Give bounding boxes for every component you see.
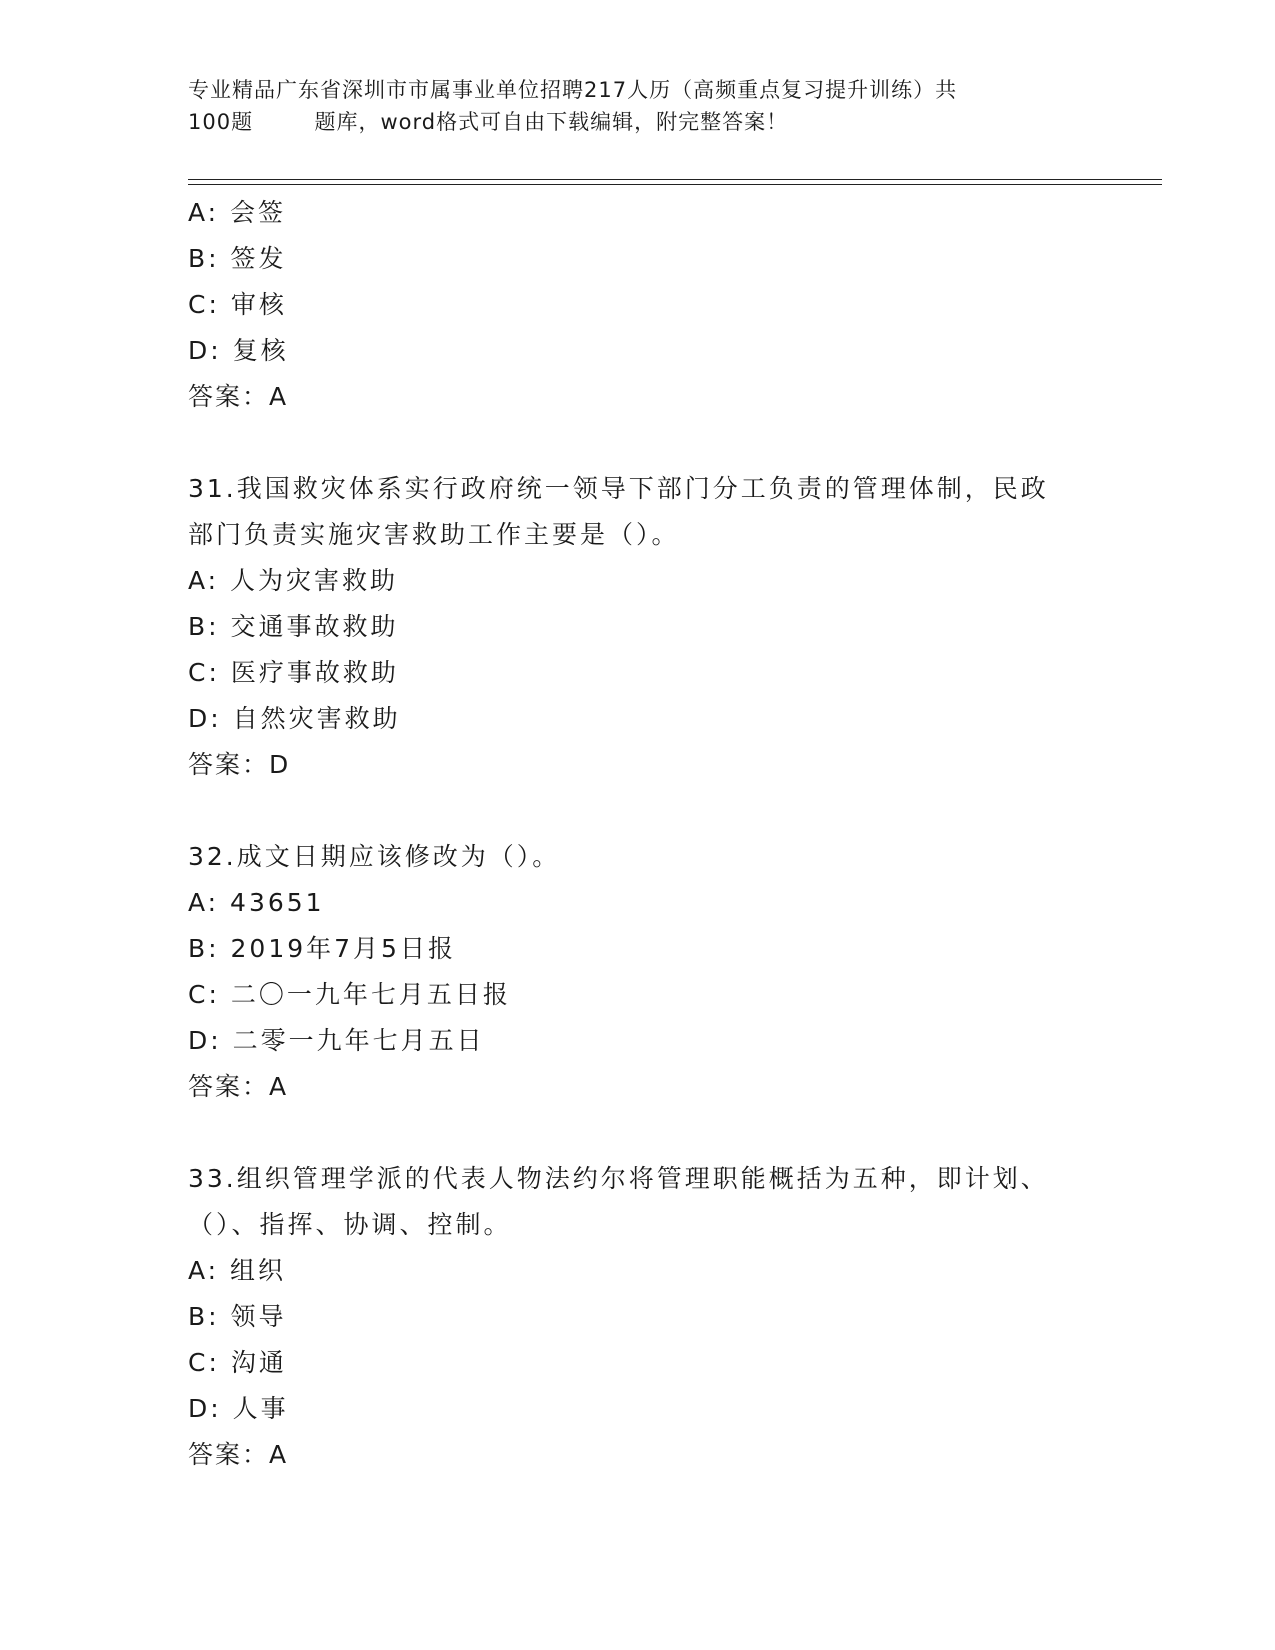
q33-text-line-2: （）、指挥、协调、控制。 [188, 1210, 512, 1239]
q32-option-c: C: 二〇一九年七月五日报 [188, 980, 511, 1009]
q32-option-a: A: 43651 [188, 888, 325, 917]
q31-option-b: B: 交通事故救助 [188, 612, 399, 641]
q32-text-line-1: 32.成文日期应该修改为（）。 [188, 842, 561, 871]
q30-answer: 答案：A [188, 382, 289, 411]
header-title-line-2: 100题 题库，word格式可自由下载编辑，附完整答案！ [188, 110, 789, 134]
q30-option-a: A: 会签 [188, 198, 287, 227]
q31-option-c: C: 医疗事故救助 [188, 658, 399, 687]
q33-option-b: B: 领导 [188, 1302, 287, 1331]
q32-option-b: B: 2019年7月5日报 [188, 934, 456, 963]
question-32-block [188, 834, 1148, 1110]
header-title-line-1: 专业精品广东省深圳市市属事业单位招聘217人历（高频重点复习提升训练）共 [188, 78, 958, 102]
q32-answer: 答案：A [188, 1072, 289, 1101]
spacer [188, 1110, 1148, 1156]
q30-option-d: D: 复核 [188, 336, 289, 365]
q31-option-a: A: 人为灾害救助 [188, 566, 399, 595]
q30-option-c: C: 审核 [188, 290, 287, 319]
q31-text-line-2: 部门负责实施灾害救助工作主要是（）。 [188, 520, 680, 549]
document-header [188, 74, 1088, 138]
q33-text-line-1: 33.组织管理学派的代表人物法约尔将管理职能概括为五种，即计划、 [188, 1164, 1049, 1193]
q33-option-d: D: 人事 [188, 1394, 289, 1423]
header-divider-top [188, 179, 1162, 180]
q31-text-line-1: 31.我国救灾体系实行政府统一领导下部门分工负责的管理体制，民政 [188, 474, 1049, 503]
q31-option-d: D: 自然灾害救助 [188, 704, 401, 733]
header-divider-bottom [188, 184, 1162, 185]
q32-option-d: D: 二零一九年七月五日 [188, 1026, 485, 1055]
q30-option-b: B: 签发 [188, 244, 287, 273]
q33-option-a: A: 组织 [188, 1256, 287, 1285]
question-30-block [188, 190, 1148, 420]
question-31-block [188, 466, 1148, 788]
spacer [188, 420, 1148, 466]
q33-option-c: C: 沟通 [188, 1348, 287, 1377]
spacer [188, 788, 1148, 834]
question-list [188, 190, 1148, 1478]
q31-answer: 答案：D [188, 750, 291, 779]
question-33-block [188, 1156, 1148, 1478]
q33-answer: 答案：A [188, 1440, 289, 1469]
